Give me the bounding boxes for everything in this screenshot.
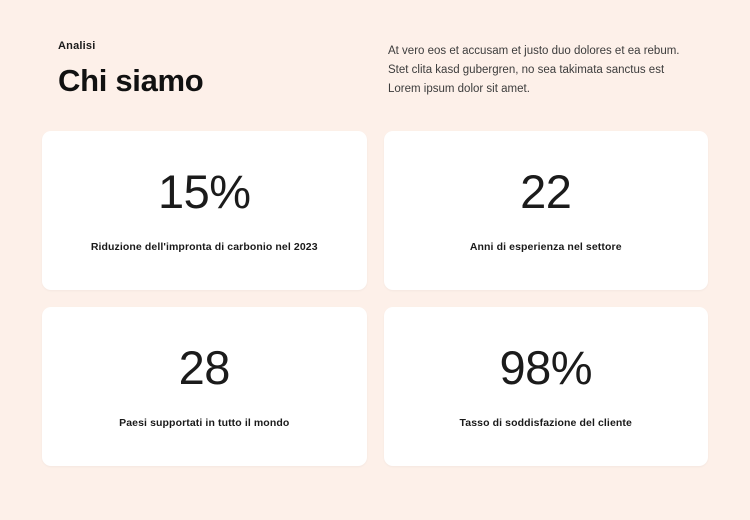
stat-card <box>384 307 709 466</box>
section-eyebrow: Analisi <box>58 40 96 52</box>
stat-label: Tasso di soddisfazione del cliente <box>459 416 632 429</box>
page-title: Chi siamo <box>58 63 204 98</box>
section-paragraph: At vero eos et accusam et justo duo dolores et ea rebum. Stet clita kasd gubergren, no sea takimata sanctus est Lorem ipsum dolor sit amet. <box>388 45 680 95</box>
stat-value: 22 <box>520 164 572 218</box>
stat-value: 28 <box>178 340 230 394</box>
header-right <box>388 40 688 99</box>
stat-card <box>42 131 367 290</box>
stat-card <box>42 307 367 466</box>
section-header <box>40 40 710 99</box>
stat-label: Anni di esperienza nel settore <box>469 240 622 253</box>
stat-label: Paesi supportati in tutto il mondo <box>119 416 290 429</box>
stat-label: Riduzione dell'impronta di carbonio nel 2023 <box>90 240 318 253</box>
stat-value: 98% <box>499 340 593 394</box>
header-left <box>58 40 388 98</box>
stat-value: 15% <box>157 164 251 218</box>
stat-card <box>384 131 709 290</box>
stats-grid <box>40 131 710 466</box>
